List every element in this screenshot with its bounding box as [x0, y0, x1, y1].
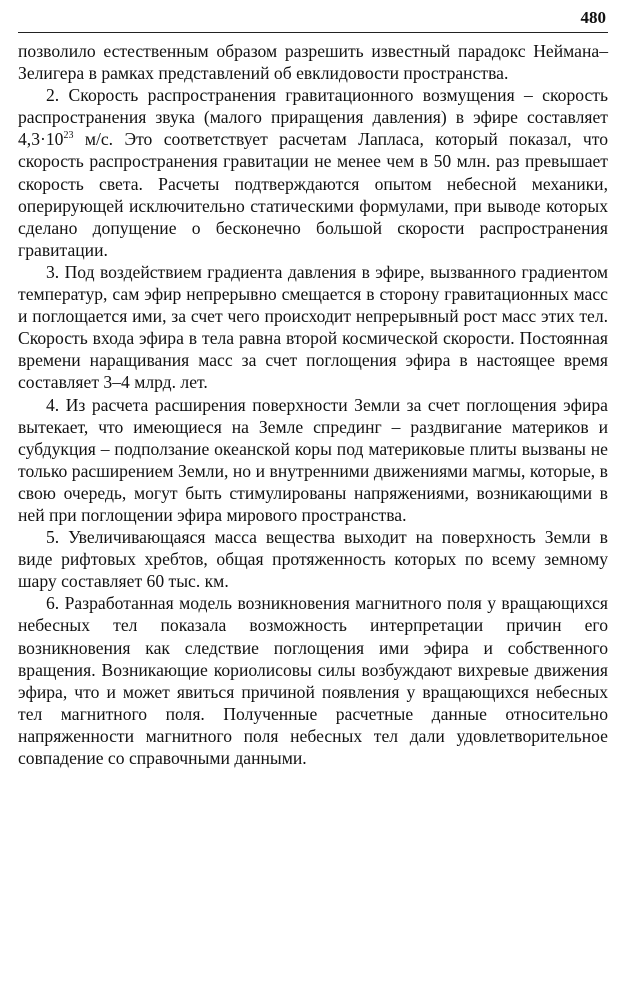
page-header [18, 6, 608, 33]
paragraph-2-gravity-speed [18, 84, 608, 261]
page-number: 480 [580, 8, 606, 27]
text-body [18, 40, 608, 769]
exponent: 23 [63, 130, 74, 142]
paragraph-4-earth-expansion: 4. Из расчета расширения поверхности Земли за счет поглощения эфира вытекает, что имеющиеся на Земле спрединг – раздвигание материков и субдукция – подползание океанской коры под материковые плиты вызваны не только расширением Земли, но и внутренними движениями магмы, которые, в свою очередь, могут быть стимулированы напряжениями, возникающими в ней при поглощении эфира мирового пространства. [18, 394, 608, 525]
paragraph-continuation: позволило естественным образом разрешить известный парадокс Неймана–Зелигера в рамках представлений об евклидовости пространства. [18, 41, 608, 84]
paragraph-3-ether-absorption: 3. Под воздействием градиента давления в эфире, вызванного градиентом температур, сам эфир непрерывно смещается в сторону гравитационных масс и поглощается ими, за счет чего происходит непрерывный рост масс этих тел. Скорость входа эфира в тела равна второй космической скорости. Постоянная времени наращивания масс за счет поглощения эфира в настоящее время составляет 3–4 млрд. лет. [18, 261, 608, 393]
paragraph-6-magnetic-field: 6. Разработанная модель возникновения магнитного поля у вращающихся небесных тел показала возможность интерпретации причин его возникновения как следствие поглощения ими эфира и собственного вращения. Возникающие кориолисовы силы возбуждают вихревые движения эфира, что и может явиться причиной появления у вращающихся небесных тел магнитного поля. Полученные расчетные данные относительно напряженности магнитного поля небесных тел дали удовлетворительное совпадение со справочными данными. [18, 593, 608, 768]
document-page [18, 6, 608, 769]
paragraph-2-text-after: м/с. Это соответствует расчетам Лапласа, который показал, что скорость распространения гравитации не менее чем в 50 млн. раз превышает скорость света. Расчеты подтверждаются опытом небесной механики, оперирующей исключительно статическими формулами, при выводе которых сделано допущение о бесконечно большой скорости распространения гравитации. [18, 129, 608, 260]
paragraph-5-rift-ridges: 5. Увеличивающаяся масса вещества выходит на поверхность Земли в виде рифтовых хребтов, общая протяженность которых по всему земному шару составляет 60 тыс. км. [18, 527, 608, 592]
paragraph-2-text-before: 2. Скорость распространения гравитационного возмущения – скорость распространения звука (малого приращения давления) в эфире составляет 4,3·10 [18, 85, 608, 150]
